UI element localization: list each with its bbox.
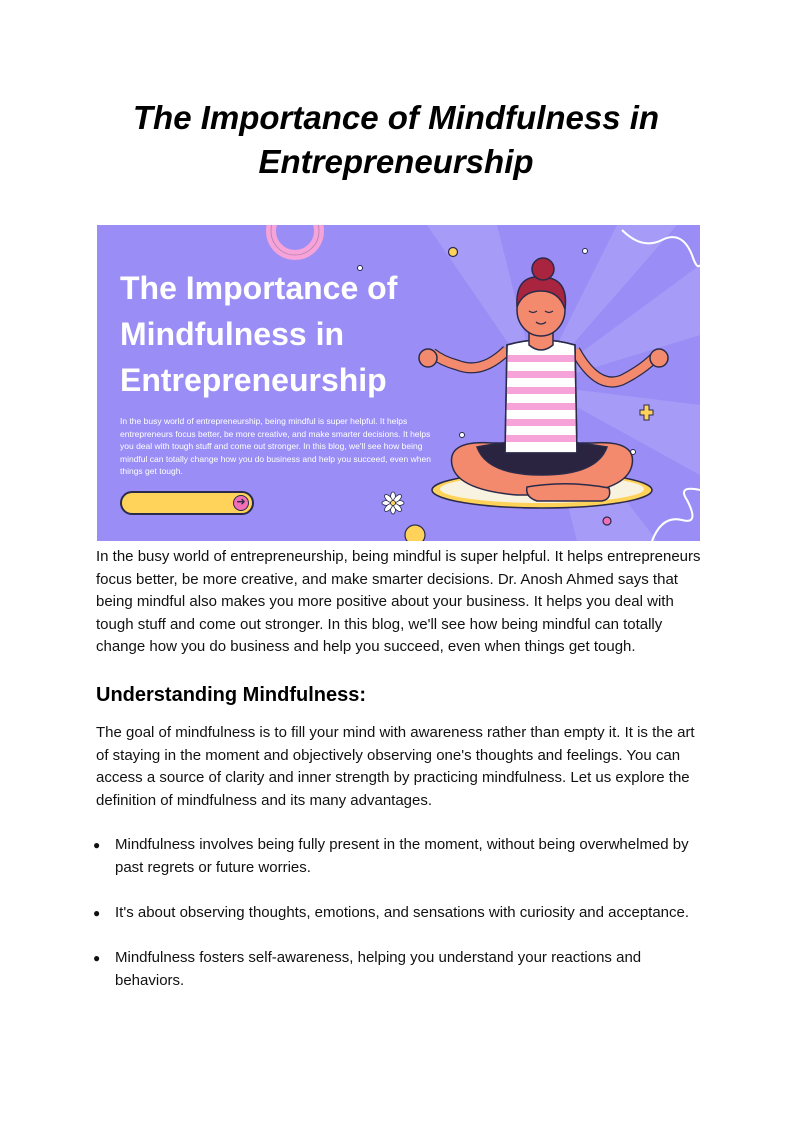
banner-read-more-button <box>120 491 254 515</box>
arrow-right-icon: ➜ <box>233 495 249 511</box>
bullet-icon: ● <box>93 838 101 852</box>
section-paragraph: The goal of mindfulness is to fill your mind with awareness rather than empty it. It is the art of staying in the moment and objectively observing one's thoughts and feelings. You can access a source of clarity and inner strength by practicing mindfulness. Let us explore the definition of mindfulness and its many advantages. <box>96 724 695 809</box>
banner-description: In the busy world of entrepreneurship, being mindful is super helpful. It helps entrepreneurs focus better, be more creative, and make smarter decisions. It helps you deal with tough stuff and come out stronger. In this blog, we'll see how being mindful can totally change how you do business and help you succeed, even when things get tough. <box>120 416 431 476</box>
page-title: The Importance of Mindfulness in Entrepreneurship <box>132 99 660 180</box>
section-heading: Understanding Mindfulness: <box>96 684 366 706</box>
pink-ring-decoration <box>271 225 319 255</box>
intro-paragraph: In the busy world of entrepreneurship, being mindful is super helpful. It helps entrepreneurs focus better, be more creative, and make smarter decisions. Dr. Anosh Ahmed says that being mindful also makes you more positive about your business. It helps you deal with tough stuff and come out stronger. In this blog, we'll see how being mindful can totally change how you do business and help you succeed, even when things get tough. <box>96 548 701 655</box>
banner-title: The Importance of Mindfulness in Entrepreneurship <box>120 270 398 398</box>
list-item: ● Mindfulness involves being fully present in the moment, without being overwhelmed by past regrets or future worries. <box>93 836 689 876</box>
bullet-icon: ● <box>93 906 101 920</box>
meditating-woman-illustration <box>419 258 668 501</box>
list-item: ● Mindfulness fosters self-awareness, helping you understand your reactions and behaviors. <box>93 949 642 989</box>
list-item: ● It's about observing thoughts, emotions, and sensations with curiosity and acceptance. <box>96 902 696 925</box>
bullet-icon: ● <box>93 951 101 965</box>
hero-banner-image <box>97 225 700 541</box>
